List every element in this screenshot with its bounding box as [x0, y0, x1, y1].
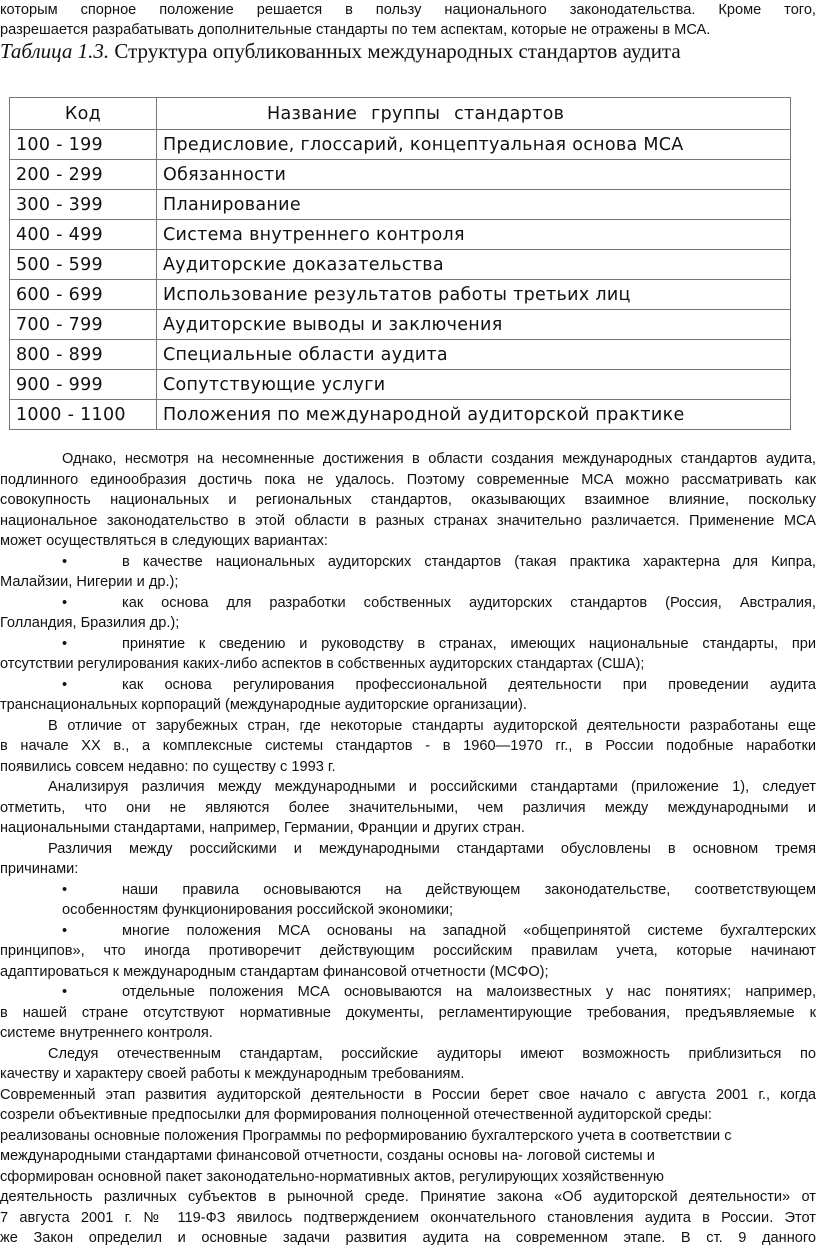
- bullet-continuation: Малайзии, Нигерии и др.);: [0, 574, 179, 590]
- para-h-line: международными стандартами финансовой отчетности, созданы основы на- логовой системы и: [0, 1148, 655, 1164]
- row-code: 200 - 299: [10, 160, 157, 190]
- row-code: 100 - 199: [10, 130, 157, 160]
- para-h-line: созрели объективные предпосылки для формирования полноценной отечественной аудиторской среды:: [0, 1107, 712, 1123]
- intro-line-1: которым спорное положение решается в пользу национального законодательства. Кроме того,: [0, 2, 816, 18]
- para-c-line: появились совсем недавно: по существу с 1993 г.: [0, 759, 336, 775]
- para-c-line: в начале XX в., а комплексные системы стандартов - в 1960—1970 гг., в России подобные наработки: [0, 738, 816, 754]
- table-row: [10, 370, 791, 400]
- bullet-continuation: адаптироваться к международным стандартам финансовой отчетности (МСФО);: [0, 964, 549, 980]
- row-name: Использование результатов работы третьих лиц: [157, 280, 791, 310]
- para-d-line: отметить, что они не являются более значительными, чем различия между международными и: [0, 800, 816, 816]
- para-h-line: же Закон определил и основные задачи развития аудита на современном этапе. В ст. 9 данного: [0, 1230, 816, 1246]
- bullet-continuation: Голландия, Бразилия др.);: [0, 615, 180, 631]
- row-name: Положения по международной аудиторской практике: [157, 400, 791, 430]
- para-a-line: Однако, несмотря на несомненные достижения в области создания международных стандартов аудита,: [62, 451, 816, 467]
- bullet-continuation: принципов», что иногда противоречит действующим российским правилам учета, которые начинают: [0, 943, 816, 959]
- table-row: [10, 310, 791, 340]
- row-code: 1000 - 1100: [10, 400, 157, 430]
- table-row: [10, 280, 791, 310]
- para-e-line: Различия между российскими и международными стандартами обусловлены в основном тремя: [48, 841, 816, 857]
- table-row: [10, 130, 791, 160]
- bullet-continuation: системе внутреннего контроля.: [0, 1025, 213, 1041]
- table-row: [10, 160, 791, 190]
- para-a-line: национальное законодательство в этой области в разных странах значительно различается. Применение МСА: [0, 513, 816, 529]
- row-name: Предисловие, глоссарий, концептуальная основа МСА: [157, 130, 791, 160]
- para-e-line: причинами:: [0, 861, 79, 877]
- row-code: 300 - 399: [10, 190, 157, 220]
- table-header-row: [10, 98, 791, 130]
- row-name: Специальные области аудита: [157, 340, 791, 370]
- para-a-line: подлинного единообразия достичь пока не удалось. Поэтому современные МСА можно рассматривать как: [0, 472, 816, 488]
- standards-table: [9, 97, 791, 430]
- para-h-line: деятельность различных субъектов в рыночной среде. Принятие закона «Об аудиторской деятельности» от: [0, 1189, 816, 1205]
- bullet-continuation: транснациональных корпораций (международные аудиторские организации).: [0, 697, 527, 713]
- bullet-continuation: особенностям функционирования российской экономики;: [62, 902, 454, 918]
- para-h-line: реализованы основные положения Программы по реформированию бухгалтерского учета в соответствии с: [0, 1128, 732, 1144]
- para-d-line: Анализируя различия между международными и российскими стандартами (приложение 1), следует: [48, 779, 816, 795]
- para-d-line: национальными стандартами, например, Германии, Франции и других стран.: [0, 820, 525, 836]
- row-name: Аудиторские выводы и заключения: [157, 310, 791, 340]
- row-name: Обязанности: [157, 160, 791, 190]
- para-g-line: качеству и характеру своей работы к международным требованиям.: [0, 1066, 465, 1082]
- row-code: 700 - 799: [10, 310, 157, 340]
- table-caption-label: Таблица 1.3.: [0, 39, 110, 63]
- bullet-symbol: •: [62, 882, 68, 898]
- row-code: 800 - 899: [10, 340, 157, 370]
- row-code: 500 - 599: [10, 250, 157, 280]
- bullet-continuation: отсутствии регулирования каких-либо аспектов в собственных аудиторских стандартах (США);: [0, 656, 645, 672]
- bullet-symbol: •: [62, 554, 68, 570]
- bullet-symbol: •: [62, 595, 68, 611]
- row-code: 400 - 499: [10, 220, 157, 250]
- bullet-symbol: •: [62, 677, 68, 693]
- header-name: Название группы стандартов: [157, 98, 791, 130]
- para-h-line: Современный этап развития аудиторской деятельности в России берет свое начало с августа 2001 г., когда: [0, 1087, 816, 1103]
- para-h-line: 7 августа 2001 г. № 119-ФЗ явилось подтверждением окончательного становления аудита в России. Этот: [0, 1210, 816, 1226]
- row-name: Сопутствующие услуги: [157, 370, 791, 400]
- para-a-line: совокупность национальных и региональных стандартов, оказывающих взаимное влияние, поскольку: [0, 492, 816, 508]
- para-c-line: В отличие от зарубежных стран, где некоторые стандарты аудиторской деятельности разработаны еще: [48, 718, 816, 734]
- row-name: Система внутреннего контроля: [157, 220, 791, 250]
- row-code: 900 - 999: [10, 370, 157, 400]
- intro-line-2: разрешается разрабатывать дополнительные стандарты по тем аспектам, которые не отражены в МСА.: [0, 22, 711, 38]
- para-h-line: сформирован основной пакет законодательно-нормативных актов, регулирующих хозяйственную: [0, 1169, 664, 1185]
- table-row: [10, 190, 791, 220]
- row-code: 600 - 699: [10, 280, 157, 310]
- table-row: [10, 340, 791, 370]
- bullet-symbol: •: [62, 923, 68, 939]
- bullet-symbol: •: [62, 984, 68, 1000]
- table-caption-text: Структура опубликованных международных стандартов аудита: [109, 39, 681, 63]
- table-row: [10, 220, 791, 250]
- table-row: [10, 400, 791, 430]
- document-page: которым спорное положение решается в пользу национального законодательства. Кроме того, разрешается разрабатывать дополнительные стандарты по тем аспектам, которые не отражены в МСА. Таблица 1.3. Структура опубликованных международных стандартов аудита Код Название группы стандартов 100 - 199 Предисловие, глоссарий, концептуальная основа МСА 200 - 299 Обязанности 300 - 399 Планирование 400 - 499 Система внутреннего контроля 500 - 599 Аудиторские доказательства 600 - 699 Использование результатов работы третьих лиц 700 - 799 Аудиторские выводы и заключения 800 - 899 Специальные области аудита 900 - 999 Сопутствующие услуги 1000 - 1100 Положения по международной аудиторской практике Однако, несмотря на несомненные достижения в области создания международных стандартов аудита, подлинного единообразия достичь пока не удалось. Поэтому современные МСА можно рассматривать как совокупность национальных и региональных стандартов, оказывающих взаимное влияние, поскольку национальное законодательство в этой области в разных странах значительно различается. Применение МСА может осуществляться в следующих вариантах: • в качестве национальных аудиторских стандартов (такая практика характерна для Кипра, Малайзии, Нигерии и др.); • как основа для разработки собственных аудиторских стандартов (Россия, Австралия, Голландия, Бразилия др.); • принятие к сведению и руководству в странах, имеющих национальные стандарты, при отсутствии регулирования каких-либо аспектов в собственных аудиторских стандартах (США); • как основа регулирования профессиональной деятельности при проведении аудита транснациональных корпораций (международные аудиторские организации). В отличие от зарубежных стран, где некоторые стандарты аудиторской деятельности разработаны еще в начале XX в., а комплексные системы стандартов - в 1960—1970 гг., в России подобные наработки появились совсем недавно: по существу с 1993 г. Анализируя различия между международными и российскими стандартами (приложение 1), следует отметить, что они не являются более значительными, чем различия между международными и национальными стандартами, например, Германии, Франции и других стран. Различия между российскими и международными стандартами обусловлены в основном тремя причинами: • наши правила основываются на действующем законодательстве, соответствующем особенностям функционирования российской экономики; • многие положения МСА основаны на западной «общепринятой системе бухгалтерских принципов», что иногда противоречит действующим российским правилам учета, которые начинают адаптироваться к международным стандартам финансовой отчетности (МСФО); • отдельные положения МСА основываются на малоизвестных у нас понятиях; например, в нашей стране отсутствуют нормативные документы, регламентирующие требования, предъявляемые к системе внутреннего контроля. Следуя отечественным стандартам, российские аудиторы имеют возможность приблизиться по качеству и характеру своей работы к международным требованиям. Современный этап развития аудиторской деятельности в России берет свое начало с августа 2001 г., когда созрели объективные предпосылки для формирования полноценной отечественной аудиторской среды: реализованы основные положения Программы по реформированию бухгалтерского учета в соответствии с международными стандартами финансовой отчетности, созданы основы на- логовой системы и сформирован основной пакет законодательно-нормативных актов, регулирующих хозяйственную деятельность различных субъектов в рыночной среде. Принятие закона «Об аудиторской деятельности» от 7 августа 2001 г. № 119-ФЗ явилось подтверждением окончательного становления аудита в России. Этот же Закон определил и основные задачи развития аудита на современном этапе. В ст. 9 данного: [0, 0, 816, 1233]
- row-name: Аудиторские доказательства: [157, 250, 791, 280]
- row-name: Планирование: [157, 190, 791, 220]
- table-row: [10, 250, 791, 280]
- para-a-line: может осуществляться в следующих вариантах:: [0, 533, 328, 549]
- table-caption: [0, 38, 681, 64]
- bullet-symbol: •: [62, 636, 68, 652]
- bullet-continuation: в нашей стране отсутствуют нормативные документы, регламентирующие требования, предъявляемые к: [0, 1005, 816, 1021]
- para-g-line: Следуя отечественным стандартам, российские аудиторы имеют возможность приблизиться по: [48, 1046, 816, 1062]
- header-code: Код: [10, 98, 157, 130]
